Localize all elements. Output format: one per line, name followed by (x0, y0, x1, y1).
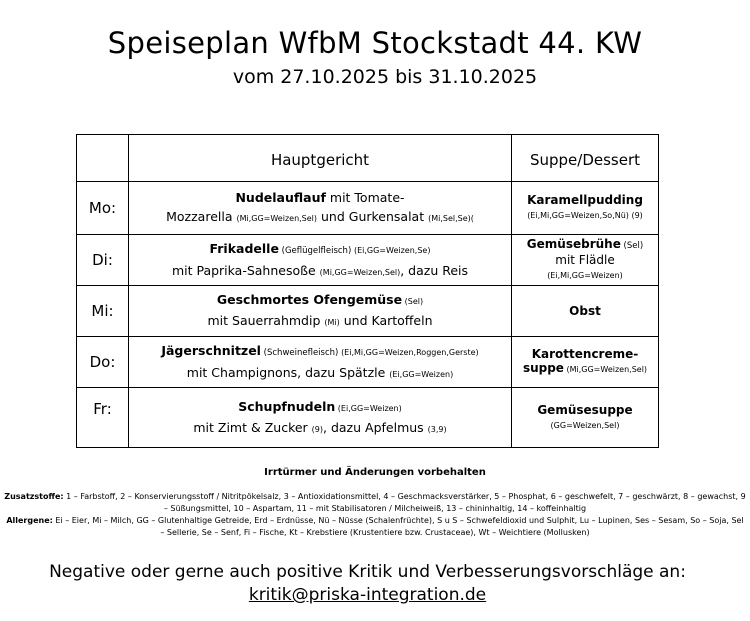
soup-dessert-cell (512, 388, 659, 448)
dish-text: Mozzarella (166, 209, 237, 224)
feedback-email-link[interactable]: kritik@priska-integration.de (248, 585, 487, 605)
soup-dessert-header: Suppe/Dessert (512, 135, 659, 182)
dessert-name: Karamellpudding (527, 193, 643, 207)
dish-text: mit Zimt & Zucker (193, 419, 312, 435)
table-row (77, 388, 659, 448)
dish-name: Schupfnudeln (238, 398, 336, 414)
main-dish-header: Hauptgericht (129, 135, 512, 182)
day-header (77, 135, 129, 182)
soup-text: mit Flädle (555, 253, 615, 267)
day-label: Fr: (77, 388, 129, 448)
dish-name: Nudelauflauf (235, 190, 326, 205)
soup-dessert-cell (512, 182, 659, 235)
allergen-note: (Ei,GG=Weizen) (389, 369, 454, 379)
dish-text: und Kartoffeln (339, 313, 433, 328)
dish-text: , dazu Apfelmus (323, 419, 428, 435)
main-dish-cell (129, 182, 512, 235)
table-header-row (77, 135, 659, 182)
table-row (77, 337, 659, 388)
main-dish-cell (129, 286, 512, 337)
page-title: Speiseplan WfbM Stockstadt 44. KW (107, 26, 643, 60)
dish-name: Geschmortes Ofengemüse (216, 292, 403, 307)
dish-text: , dazu Reis (400, 262, 469, 278)
dish-text: (Schweinefleisch) (260, 347, 342, 358)
dish-text: mit Sauerrahmdip (207, 313, 325, 328)
table-row (77, 182, 659, 235)
soup-name: suppe (522, 361, 564, 375)
allergen-note: (Mi,GG=Weizen,Sel) (236, 214, 318, 223)
dish-name: Frikadelle (209, 240, 279, 256)
allergen-note: (Ei,Mi,GG=Weizen,Roggen,Gerste) (341, 347, 479, 357)
allergen-note: (Ei,GG=Weizen) (335, 403, 402, 413)
allergens-text: Ei – Eier, Mi – Milch, GG – Glutenhaltige Getreide, Erd – Erdnüsse, Nü – Nüsse (Schalenfrüchte), S u S – Schwefeldioxid und Sulphit, Lu – Lupinen, Ses – Sesam, So – Soja, Sel – Sellerie, Se – Senf, Fi – Fische, Kt – Krebstiere (Krustentiere bzw. Crustaceae), Wt – Weichtiere (Mollusken) (52, 516, 744, 537)
additives-text: 1 – Farbstoff, 2 – Konservierungsstoff / Nitritpökelsalz, 3 – Antioxidationsmittel, 4 – Geschmacksverstärker, 5 – Phosphat, 6 – geschwefelt, 7 – geschwärzt, 8 – gewachst, 9 – Süßungsmittel, 10 – Aspartam, 11 – mit Stabilisatoren / Milcheiweiß, 13 – chininhaltig, 14 – koffeinhaltig (63, 492, 746, 513)
main-dish-cell (129, 337, 512, 388)
dish-text: (Geflügelfleisch) (278, 245, 354, 256)
dish-text: mit Paprika-Sahnesoße (171, 262, 320, 278)
soup-dessert-cell (512, 235, 659, 286)
additives-label: Zusatzstoffe: (4, 492, 64, 501)
additives-allergens-legend (4, 491, 746, 539)
allergen-note: (Sel) (402, 297, 424, 306)
menu-table (76, 134, 659, 448)
allergen-note: (Ei,GG=Weizen,Se) (353, 245, 431, 255)
day-label: Di: (77, 235, 129, 286)
allergen-note: (Mi,Sel,Se)( (428, 214, 474, 223)
allergen-note: (Mi) (324, 318, 340, 327)
allergen-note: (GG=Weizen,Sel) (550, 420, 620, 430)
soup-name: Gemüsesuppe (537, 402, 633, 417)
dish-name: Jägerschnitzel (161, 342, 261, 358)
main-dish-cell (129, 235, 512, 286)
dish-text: mit Champignons, dazu Spätzle (186, 364, 390, 380)
allergen-note: (9) (311, 424, 324, 434)
dessert-name: Obst (569, 304, 601, 318)
allergen-note: (Ei,Mi,GG=Weizen) (547, 271, 623, 280)
feedback-footer (0, 561, 735, 607)
table-row (77, 235, 659, 286)
allergen-note: (Mi,GG=Weizen,Sel) (319, 267, 401, 277)
soup-dessert-cell (512, 337, 659, 388)
table-row (77, 286, 659, 337)
feedback-text: Negative oder gerne auch positive Kritik und Verbesserungsvorschläge an: (49, 562, 686, 582)
allergen-note: (Mi,GG=Weizen,Sel) (563, 365, 648, 374)
dish-text: und Gurkensalat (317, 209, 429, 224)
day-label: Mi: (77, 286, 129, 337)
soup-dessert-cell (512, 286, 659, 337)
day-label: Do: (77, 337, 129, 388)
allergen-note: (Ei,Mi,GG=Weizen,So,Nü) (9) (527, 211, 643, 220)
allergens-label: Allergene: (6, 516, 53, 525)
disclaimer: Irrtürmer und Änderungen vorbehalten (264, 467, 486, 478)
allergen-note: (3,9) (427, 424, 447, 434)
dish-text: mit Tomate- (325, 190, 405, 205)
allergen-note: (Sel) (620, 241, 644, 251)
soup-name: Gemüsebrühe (526, 237, 621, 251)
soup-name: Karottencreme- (531, 347, 639, 361)
day-label: Mo: (77, 182, 129, 235)
date-range: vom 27.10.2025 bis 31.10.2025 (232, 66, 538, 88)
main-dish-cell (129, 388, 512, 448)
